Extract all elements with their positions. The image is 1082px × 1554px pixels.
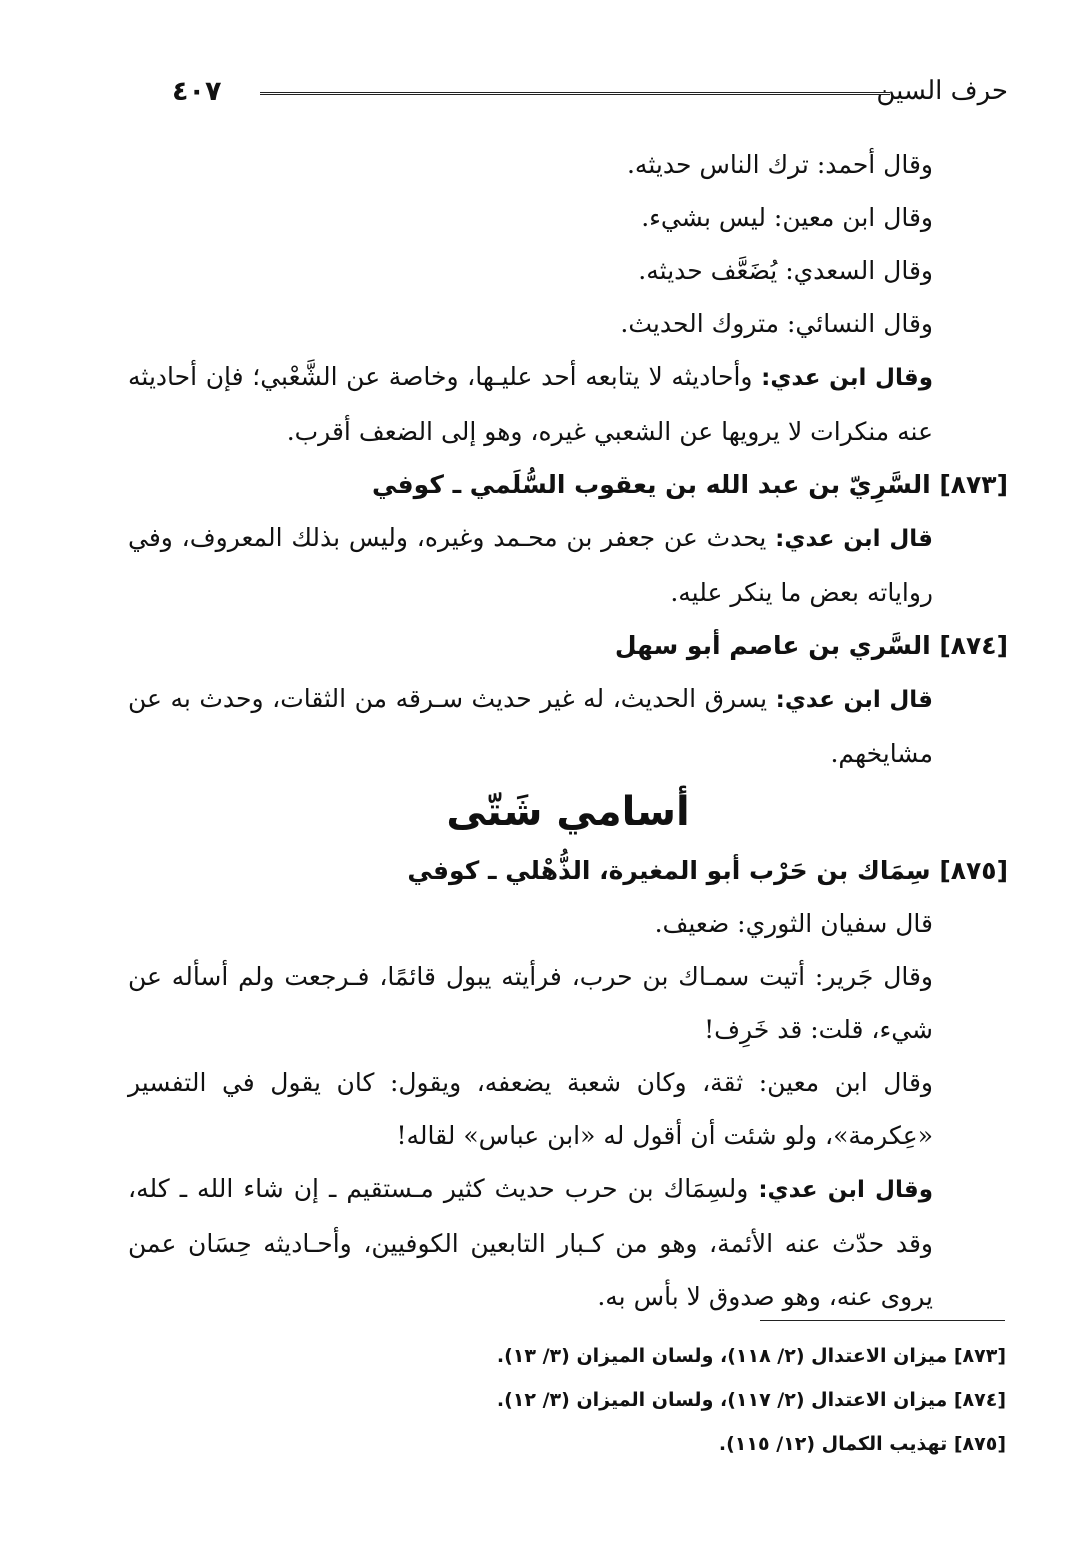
speaker-label: قال ابن عدي: [775, 687, 933, 713]
page-number: ٤٠٧ [172, 76, 222, 107]
footnote-rule [760, 1320, 1005, 1321]
body-text [128, 138, 1008, 1323]
footnote: [٨٧٤] ميزان الاعتدال (٢/ ١١٧)، ولسان الميزان (٣/ ١٢). [496, 1389, 1006, 1411]
paragraph-text: يحدث عن جعفر بن محـمد وغيره، وليس بذلك المعروف، وفي رواياته بعض ما ينكر عليه. [128, 523, 933, 607]
paragraph-text: ولسِمَاك بن حرب حديث كثير مـستقيم ـ إن شاء الله ـ كله، وقد حدّث عنه الأئمة، وهو من كـبار التابعين الكوفيين، وأحـاديثه حِسَان عمن يروى عنه، وهو صدوق لا بأس به. [128, 1174, 933, 1311]
chapter-title: أسامي شَتّى [446, 789, 690, 835]
paragraph: وقال النسائي: متروك الحديث. [620, 309, 933, 338]
speaker-label: قال ابن عدي: [775, 526, 933, 552]
paragraph [128, 672, 1008, 780]
paragraph: وقال أحمد: ترك الناس حديثه. [626, 150, 933, 179]
paragraph: وقال ابن معين: ليس بشيء. [641, 203, 933, 232]
entry-heading-874: [٨٧٤] السَّري بن عاصم أبو سهل [614, 631, 1008, 660]
section-title: حرف السين [876, 76, 1008, 106]
footnotes [330, 1334, 1006, 1466]
paragraph [128, 511, 1008, 619]
speaker-label: وقال ابن عدي: [761, 365, 933, 391]
entry-heading-875: [٨٧٥] سِمَاك بن حَرْب أبو المغيرة، الذُّهْلي ـ كوفي [407, 856, 1008, 885]
running-head [172, 74, 1008, 118]
paragraph [128, 1162, 1008, 1323]
paragraph [128, 350, 1008, 458]
entry-heading-873: [٨٧٣] السَّرِيّ بن عبد الله بن يعقوب السُّلَمي ـ كوفي [371, 470, 1008, 499]
paragraph-text: يسرق الحديث، له غير حديث سـرقه من الثقات، وحدث به عن مشايخهم. [128, 684, 933, 768]
footnote: [٨٧٣] ميزان الاعتدال (٢/ ١١٨)، ولسان الميزان (٣/ ١٣). [496, 1345, 1006, 1367]
paragraph: قال سفيان الثوري: ضعيف. [654, 909, 933, 938]
speaker-label: وقال ابن عدي: [758, 1177, 933, 1203]
paragraph: وقال ابن معين: ثقة، وكان شعبة يضعفه، ويقول: كان يقول في التفسير «عِكرمة»، ولو شئت أن أقول له «ابن عباس» لقاله! [128, 1068, 933, 1150]
footnote: [٨٧٥] تهذيب الكمال (١٢/ ١١٥). [718, 1433, 1006, 1455]
paragraph: وقال جَرير: أتيت سمـاك بن حرب، فرأيته يبول قائمًا، فـرجعت ولم أسأله عن شيء، قلت: قد خَرِف! [128, 962, 933, 1044]
header-rule [260, 92, 890, 95]
paragraph: وقال السعدي: يُضَعَّف حديثه. [638, 256, 933, 285]
paragraph-text: وأحاديثه لا يتابعه أحد عليـها، وخاصة عن الشَّعْبي؛ فإن أحاديثه عنه منكرات لا يرويها عن الشعبي غيره، وهو إلى الضعف أقرب. [128, 362, 933, 446]
